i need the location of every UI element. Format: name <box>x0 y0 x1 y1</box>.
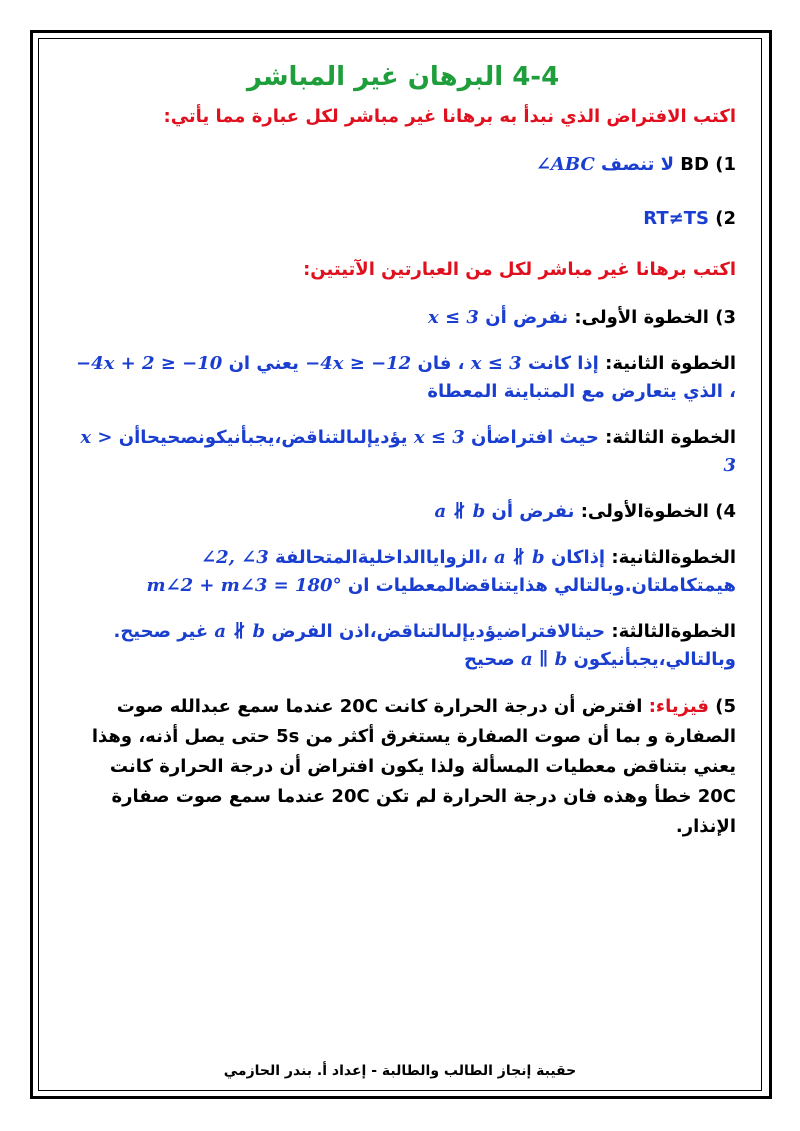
problem3-step3-math-b: x > 3 <box>80 427 736 476</box>
problem4-step2-math-b: ∠2, ∠3 <box>201 547 269 568</box>
item-2-number: 2) <box>715 208 736 229</box>
problem5-number: 5) <box>715 696 736 717</box>
item-2 <box>70 205 736 233</box>
problem4-step2 <box>70 544 736 600</box>
item-2-expr: RT≠TS <box>643 208 709 229</box>
problem3-step3-math-a: x ≤ 3 <box>413 427 465 448</box>
item-1-segment: BD <box>680 154 709 175</box>
problem3-step1 <box>70 304 736 332</box>
problem4-step3-math-b: a ∥ b <box>520 649 568 670</box>
problem4-step3-text-c: وبالتالي،يجبأنيكون <box>573 649 736 670</box>
problem3-step2-math-a: x ≤ 3 <box>470 353 522 374</box>
problem5-text: افترض أن درجة الحرارة كانت 20C عندما سمع عبدالله صوت الصفارة و بما أن صوت الصفارة يستغرق أكثر من 5s حتى يصل أذنه، وهذا يعني بتناقض معطيات المسألة ولذا يكون افتراض أن درجة الحرارة كانت 20C خطأ وهذه فان درجة الحرارة لم تكن 20C عندما سمع صوت صفارة الإنذار. <box>91 696 736 837</box>
problem3-step1-math: x ≤ 3 <box>428 307 479 328</box>
problem4-step3 <box>70 618 736 674</box>
problem4-step1-math: a ∦ b <box>434 501 486 522</box>
item-1-text: لا تنصف <box>601 154 674 175</box>
worksheet-content <box>70 62 736 842</box>
problem3-step1-label: 3) الخطوة الأولى: <box>574 307 736 328</box>
problem3-step2-label: الخطوة الثانية: <box>605 353 736 374</box>
section2-heading: اكتب برهانا غير مباشر لكل من العبارتين الآتيتين: <box>303 259 736 280</box>
problem4-step1-text: نفرض أن <box>491 501 575 522</box>
problem3-step2-text-b: ، فان <box>417 353 465 374</box>
item-1-number: 1) <box>715 154 736 175</box>
problem4-step2-label: الخطوةالثانية: <box>611 547 736 568</box>
problem5-label: فيزياء: <box>648 696 709 717</box>
problem4-step3-text-d: صحيح <box>463 649 515 670</box>
problem3-step3-text-a: حيث افتراضأن <box>471 427 599 448</box>
problem3-step2-text-a: إذا كانت <box>527 353 599 374</box>
page-footer: حقيبة إنجاز الطالب والطالبة - إعداد أ. بندر الحازمي <box>223 1063 577 1079</box>
section1-heading: اكتب الافتراض الذي نبدأ به برهانا غير مباشر لكل عبارة مما يأتي: <box>163 106 736 127</box>
problem3-step2-math-c: −4x + 2 ≥ −10 <box>76 353 223 374</box>
problem4-step2-math-a: a ∦ b <box>493 547 545 568</box>
problem4-step2-text-b: ،الزواياالداخليةالمتحالفة <box>275 547 488 568</box>
problem3-step2 <box>70 350 736 406</box>
problem4-step1-label: 4) الخطوةالأولى: <box>580 501 736 522</box>
problem3-step2-text-d: ، الذي يتعارض مع المتباينة المعطاة <box>427 381 736 402</box>
problem4-step2-text-a: إذاكان <box>550 547 606 568</box>
problem3-step1-text: نفرض أن <box>485 307 569 328</box>
problem3-step2-text-c: يعني ان <box>228 353 299 374</box>
problem4-step1 <box>70 498 736 526</box>
problem5 <box>70 692 736 842</box>
problem4-step3-text-a: حيثالافتراضيؤديإلىالتناقض،اذن الفرض <box>271 621 606 642</box>
page-title: 4-4 البرهان غير المباشر <box>246 62 560 92</box>
problem3-step3 <box>70 424 736 480</box>
item-1-angle: ∠ABC <box>535 154 595 175</box>
item-1 <box>70 151 736 179</box>
problem4-step3-math-a: a ∦ b <box>214 621 266 642</box>
problem4-step3-label: الخطوةالثالثة: <box>611 621 736 642</box>
problem3-step3-label: الخطوة الثالثة: <box>605 427 736 448</box>
problem4-step2-math-c: m∠2 + m∠3 = 180° <box>146 575 342 596</box>
problem3-step2-math-b: −4x ≥ −12 <box>305 353 412 374</box>
problem3-step3-text-b: يؤديإلىالتناقض،يجبأنيكونصحيحاأن <box>118 427 408 448</box>
problem4-step3-text-b: غير صحيح. <box>113 621 209 642</box>
problem4-step2-text-c: هيمتكاملتان.وبالتالي هذايتناقضالمعطيات ان <box>347 575 736 596</box>
